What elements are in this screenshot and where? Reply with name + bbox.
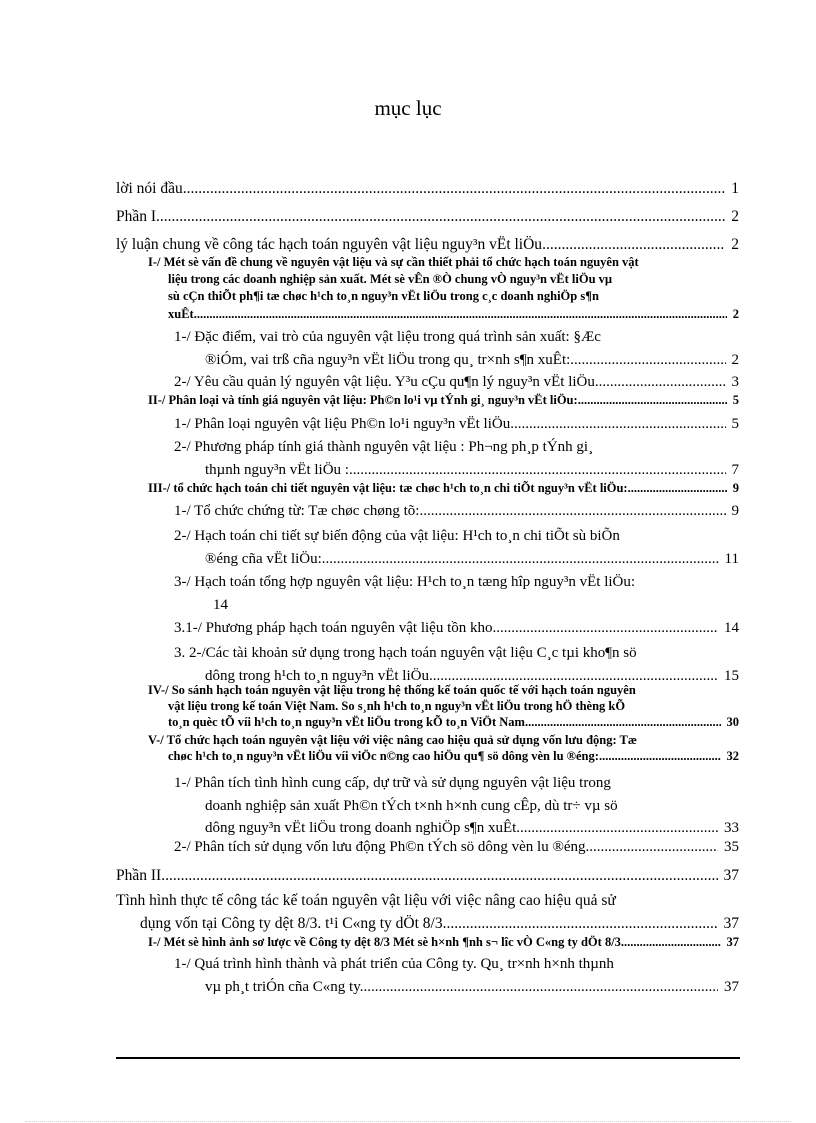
- dot-leader: [599, 749, 721, 765]
- toc-page-number: 2: [731, 208, 739, 225]
- dot-leader: [599, 371, 726, 393]
- dot-leader: [183, 178, 726, 200]
- toc-page-number: 5: [731, 416, 739, 432]
- dot-leader: [621, 934, 721, 951]
- dot-leader: [589, 836, 718, 858]
- toc-entry-text: I-/ Mét sè vấn đề chung về nguyên vật liệu và sự cần thiết phải tổ chức hạch toán nguyên vật: [148, 255, 639, 269]
- toc-entry-text: 2-/ Phương pháp tính giá thành nguyên vật liệu : Ph¬ng ph¸p tÝnh gi¸: [174, 439, 594, 455]
- toc-entry-text: ®iÓm, vai trß cña nguy³n vËt liÖu trong qu¸ tr×nh s¶n xuÊt:: [205, 351, 571, 368]
- toc-entry-text: I-/ Mét sè hình ảnh sơ lược về Công ty dệt 8/3 Mét sè h×nh ¶nh s¬ lîc vÒ C«ng ty dÖt 8/3: [148, 935, 621, 949]
- dot-leader: [161, 865, 717, 887]
- toc-entry-text: III-/ tổ chức hạch toán chi tiết nguyên vật liệu: tæ chøc h¹ch to¸n chi tiÕt nguy³n vËt liÖu:: [148, 481, 628, 495]
- toc-entry-text: 1-/ Phân tích tình hình cung cấp, dự trữ và sử dụng nguyên vật liệu trong: [174, 775, 611, 791]
- toc-entry-text: 1-/ Tổ chức chứng từ: Tæ chøc chøng tõ:: [174, 503, 420, 519]
- toc-page-number: 14: [724, 620, 739, 636]
- toc-page-number: 5: [732, 393, 739, 407]
- toc-entry-text: V-/ Tổ chức hạch toán nguyên vật liệu với việc nâng cao hiệu quả sử dụng vốn lưu động: Tæ: [148, 733, 637, 747]
- toc-entry-text: 3.1-/ Phương pháp hạch toán nguyên vật liệu tồn kho: [174, 620, 493, 636]
- toc-page-number: 2: [731, 236, 739, 253]
- toc-page-number: 15: [724, 667, 739, 684]
- toc-entry-text: xuÊt.: [168, 306, 197, 321]
- dot-leader: [363, 976, 718, 999]
- dot-leader: [510, 413, 725, 435]
- toc-entry-text: dông trong h¹ch to¸n nguy³n vËt liÖu: [205, 667, 429, 684]
- toc-entry-text: liệu trong các doanh nghiệp sản xuất. Mét sè vÊn ®Ò chung vÒ nguy³n vËt liÖu vµ: [168, 272, 613, 287]
- dot-leader: [322, 548, 719, 571]
- toc-page-number: 9: [731, 503, 739, 519]
- toc-entry-text: to¸n quèc tÕ víi h¹ch to¸n nguy³n vËt liÖu trong kÕ to¸n ViÖt Nam.: [168, 714, 529, 729]
- toc-entry-text: 3. 2-/Các tài khoản sử dụng trong hạch toán nguyên vật liệu C¸c tµi kho¶n sö: [174, 645, 637, 661]
- toc-page-number: 37: [726, 935, 739, 949]
- toc-entry-text: dụng vốn tại Công ty dệt 8/3. t¹i C«ng ty dÖt 8/3.: [140, 914, 447, 932]
- dot-leader: [493, 617, 718, 639]
- dot-leader: [528, 715, 720, 731]
- toc-page-number: 3: [731, 374, 739, 390]
- toc-entry-text: dông nguy³n vËt liÖu trong doanh nghiÖp s¶n xuÊt.: [205, 820, 521, 836]
- toc-page-number: 35: [724, 839, 739, 855]
- toc-entry-text: 1-/ Quá trình hình thành và phát triển của Công ty. Qu¸ tr×nh h×nh thµnh: [174, 956, 614, 972]
- toc-entry-text: lý luận chung về công tác hạch toán nguyên vật liệu nguy³n vËt liÖu: [116, 236, 543, 253]
- toc-entry-text: 1-/ Phân loại nguyên vật liệu Ph©n lo¹i nguy³n vËt liÖu: [174, 416, 511, 432]
- toc-entry-text: 2-/ Yêu cầu quản lý nguyên vật liệu. Y³u cÇu qu¶n lý nguy³n vËt liÖu.: [174, 374, 599, 390]
- toc-page-number: 37: [723, 914, 739, 932]
- toc-page-number: 37: [723, 867, 739, 884]
- dot-leader: [578, 392, 727, 409]
- toc-page-number: 37: [724, 978, 739, 995]
- dot-leader: [197, 306, 727, 323]
- toc-entry-text: Tình hình thực tế công tác kế toán nguyên vật liệu với việc nâng cao hiệu quả sử: [116, 892, 616, 909]
- toc-entry-text: sù cÇn thiÕt ph¶i tæ chøc h¹ch to¸n nguy³n vËt liÖu trong c¸c doanh nghiÖp s¶n: [168, 289, 599, 304]
- toc-page-number: 32: [726, 748, 739, 763]
- toc-entry-text: Phần I: [116, 208, 157, 225]
- toc-entry-text: vật liệu trong kế toán Việt Nam. So s¸nh h¹ch to¸n nguy³n vËt liÖu trong hÖ thèng kÕ: [168, 698, 626, 713]
- toc-entry-text: ®éng cña vËt liÖu:: [205, 550, 322, 567]
- footer-divider: [25, 1121, 791, 1122]
- dot-leader: [349, 459, 726, 482]
- toc-entry-text: 2-/ Phân tích sử dụng vốn lưu động Ph©n tÝch sö dông vèn lu ®éng.: [174, 839, 590, 855]
- toc-entry-text: thµnh nguy³n vËt liÖu :: [205, 461, 349, 478]
- toc-entry-text: vµ ph¸t triÓn cña C«ng ty.: [205, 978, 364, 995]
- toc-entry-text: doanh nghiệp sản xuất Ph©n tÝch t×nh h×nh cung cÊp, dù tr÷ vµ sö: [205, 797, 618, 814]
- toc-entry-text: 3-/ Hạch toán tổng hợp nguyên vật liệu: H¹ch to¸n tæng hîp nguy³n vËt liÖu:: [174, 574, 636, 590]
- toc-entry-text: 2-/ Hạch toán chi tiết sự biến động của vật liệu: H¹ch to¸n chi tiÕt sù biÕn: [174, 528, 620, 544]
- toc-page-number: 7: [731, 461, 739, 478]
- toc-page-number: 11: [724, 550, 739, 567]
- dot-leader: [628, 480, 727, 497]
- toc-entry-text: chøc h¹ch to¸n nguy³n vËt liÖu víi viÖc n©ng cao hiÖu qu¶ sö dông vèn lu ®éng:: [168, 748, 599, 763]
- toc-page-number: 30: [726, 714, 739, 729]
- bottom-rule: [116, 1057, 740, 1059]
- toc-entry-text: IV-/ So sánh hạch toán nguyên vật liệu trong hệ thống kế toán quốc tế với hạch toán nguyên: [148, 683, 636, 697]
- toc-page-number: 2: [732, 306, 739, 321]
- dot-leader: [570, 349, 725, 372]
- toc-page-number: 1: [731, 180, 739, 197]
- dot-leader: [419, 500, 725, 522]
- toc-entry-text: lời nói đầu: [116, 180, 183, 197]
- toc-page-number: 33: [724, 820, 739, 836]
- toc-entry-text: Phần II: [116, 867, 162, 884]
- dot-leader: [446, 913, 717, 936]
- toc-entry-text: 1-/ Đặc điểm, vai trò của nguyên vật liệu trong quá trình sản xuất: §Æc: [174, 329, 601, 345]
- toc-page-number: 2: [731, 351, 739, 368]
- toc-page-number: 9: [732, 481, 739, 495]
- toc-entry-text: II-/ Phân loại và tính giá nguyên vật liệu: Ph©n lo¹i vµ tÝnh gi¸ nguy³n vËt liÖu:: [148, 393, 578, 407]
- page-title: mục lục: [374, 96, 442, 120]
- toc-entry-text: 14: [213, 596, 228, 613]
- dot-leader: [542, 234, 725, 256]
- dot-leader: [156, 206, 725, 228]
